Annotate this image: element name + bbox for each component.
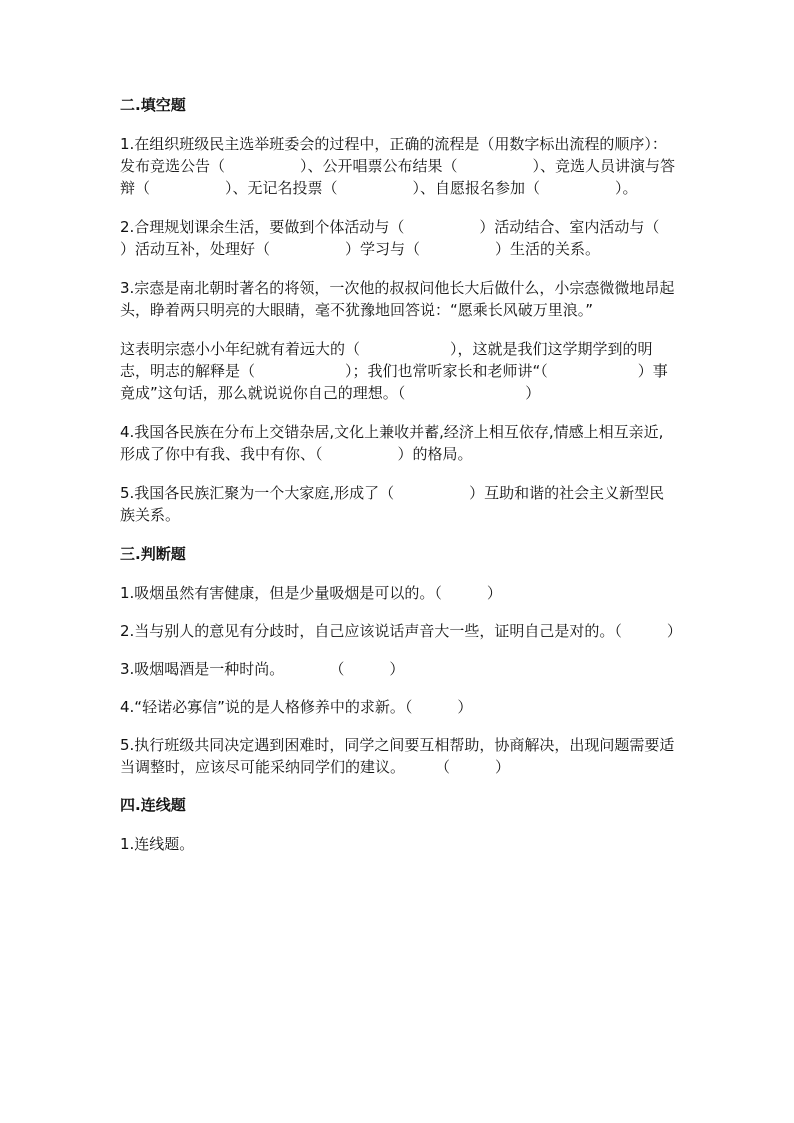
question-item: 2.当与别人的意见有分歧时，自己应该说话声音大一些，证明自己是对的。（ ） <box>120 622 682 640</box>
question-item: 5.我国各民族汇聚为一个大家庭,形成了（ ）互助和谐的社会主义新型民族关系。 <box>120 484 665 524</box>
section-fill-in-blank <box>120 94 735 526</box>
question-item: 5.执行班级共同决定遇到困难时，同学之间要互相帮助，协商解决，出现问题需要适当调整时，应该尽可能采纳同学们的建议。 （ ） <box>120 736 675 776</box>
question-item: 2.合理规划课余生活，要做到个体活动与（ ）活动结合、室内活动与（ ）活动互补，处理好（ ）学习与（ ）生活的关系。 <box>120 218 735 258</box>
question-item: 1.连线题。 <box>120 835 195 853</box>
section-true-false <box>120 543 682 778</box>
question-item: 1.在组织班级民主选举班委会的过程中，正确的流程是（用数字标出流程的顺序）：发布竞选公告（ ）、公开唱票公布结果（ ）、竞选人员讲演与答辩（ ）、无记名投票（ ）、自愿报名参加（ ）。 <box>120 135 676 197</box>
question-item: 4.我国各民族在分布上交错杂居,文化上兼收并蓄,经济上相互依存,情感上相互亲近,形成了你中有我、我中有你、（ ）的格局。 <box>120 423 664 463</box>
section-heading: 二.填空题 <box>120 96 186 114</box>
question-item: 3.宗悫是南北朝时著名的将领，一次他的叔叔问他长大后做什么，小宗悫微微地昂起头，睁着两只明亮的大眼睛，毫不犹豫地回答说：“愿乘长风破万里浪。” <box>120 279 675 319</box>
question-item: 1.吸烟虽然有害健康，但是少量吸烟是可以的。（ ） <box>120 584 502 602</box>
section-heading: 三.判断题 <box>120 545 186 563</box>
section-matching <box>120 794 676 855</box>
question-item: 这表明宗悫小小年纪就有着远大的（ ），这就是我们这学期学到的明志，明志的解释是（ ）；我们也常听家长和老师讲“（ ）事竟成”这句话，那么就说说你自己的理想。（ ） <box>120 340 668 402</box>
question-item: 4.“轻诺必寡信”说的是人格修养中的求新。（ ） <box>120 698 473 716</box>
document-content <box>120 94 735 872</box>
section-heading: 四.连线题 <box>120 796 186 814</box>
question-item: 3.吸烟喝酒是一种时尚。 （ ） <box>120 660 405 678</box>
